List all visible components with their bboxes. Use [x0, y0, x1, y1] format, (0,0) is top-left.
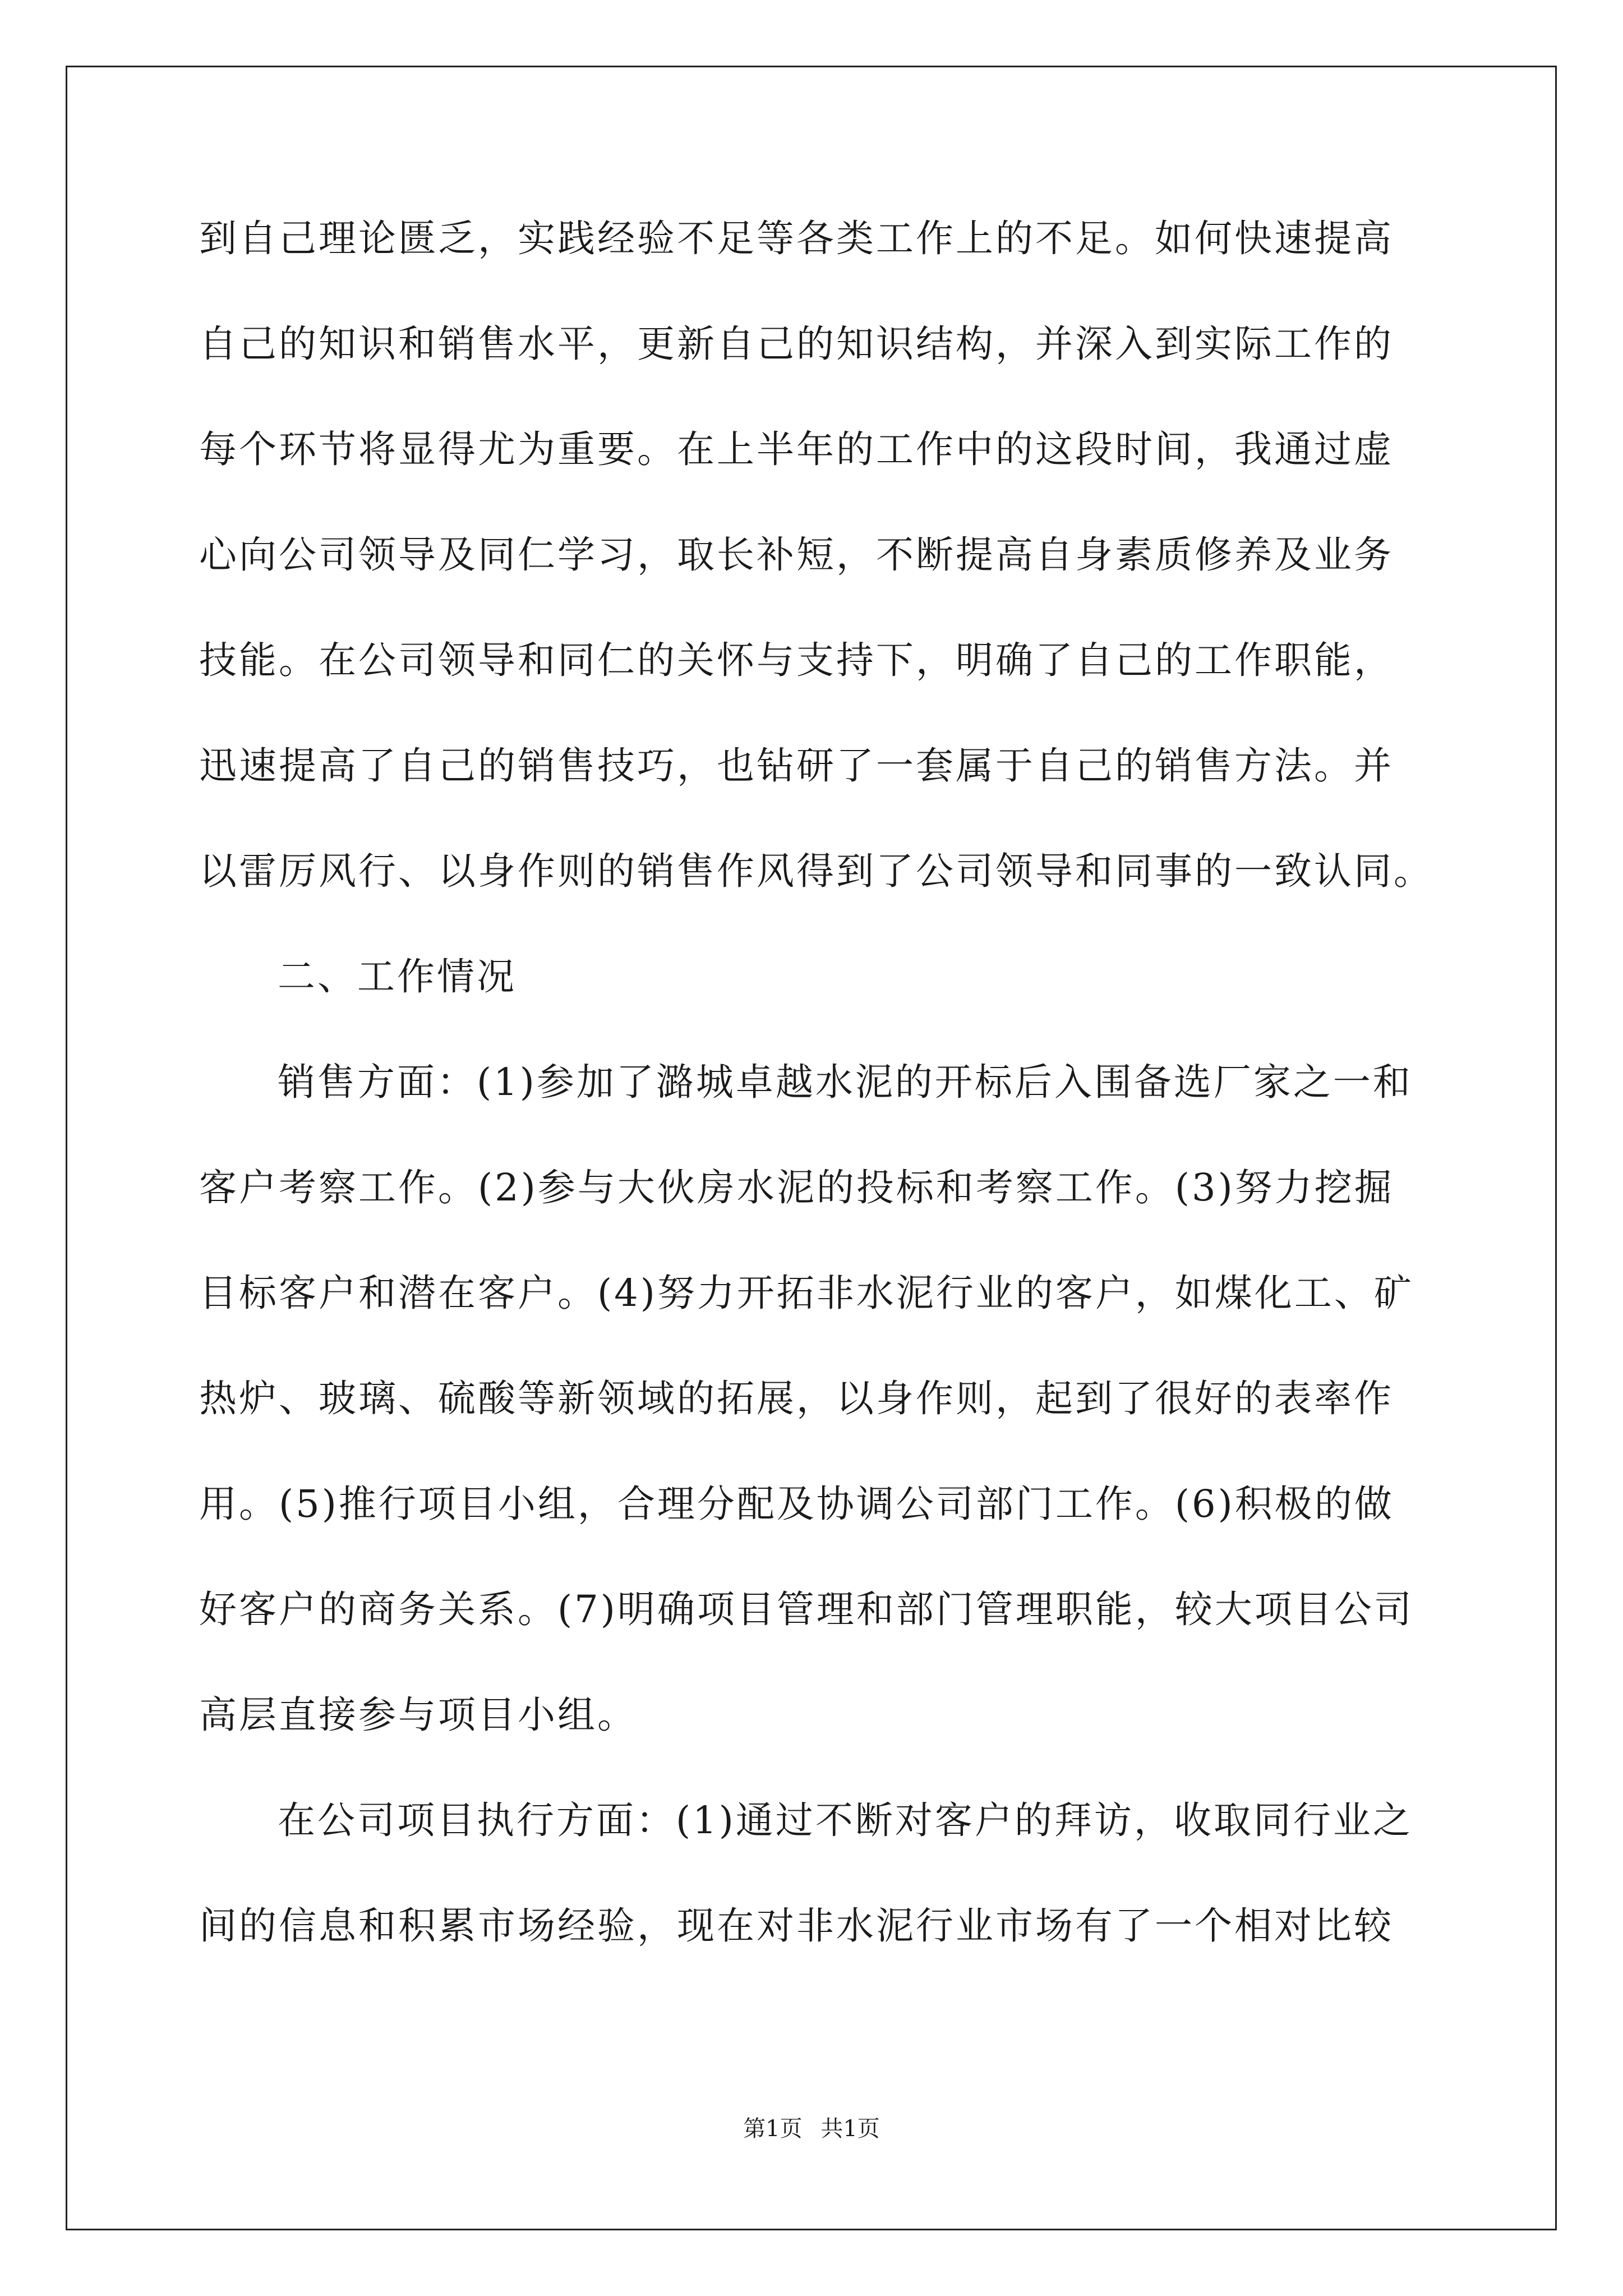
section-heading: 二、工作情况 [278, 955, 517, 999]
page-number: 第1页 [743, 2116, 803, 2142]
text-line: 客户考察工作。(2)参与大伙房水泥的投标和考察工作。(3)努力挖掘 [199, 1166, 1394, 1209]
text-line: 好客户的商务关系。(7)明确项目管理和部门管理职能，较大项目公司 [199, 1588, 1414, 1631]
page-total: 共1页 [820, 2116, 880, 2142]
text-line: 在公司项目执行方面：(1)通过不断对客户的拜访，收取同行业之 [278, 1798, 1413, 1842]
text-line: 间的信息和积累市场经验，现在对非水泥行业市场有了一个相对比较 [199, 1904, 1394, 1948]
text-line: 自己的知识和销售水平，更新自己的知识结构，并深入到实际工作的 [199, 322, 1394, 366]
text-line: 热炉、玻璃、硫酸等新领域的拓展，以身作则，起到了很好的表率作 [199, 1377, 1394, 1420]
text-line: 心向公司领导及同仁学习，取长补短，不断提高自身素质修养及业务 [199, 533, 1394, 577]
text-line: 以雷厉风行、以身作则的销售作风得到了公司领导和同事的一致认同。 [199, 849, 1433, 893]
text-line: 用。(5)推行项目小组，合理分配及协调公司部门工作。(6)积极的做 [199, 1482, 1394, 1526]
text-line: 高层直接参与项目小组。 [199, 1693, 637, 1737]
text-line: 技能。在公司领导和同仁的关怀与支持下，明确了自己的工作职能， [199, 638, 1394, 682]
text-line: 目标客户和潜在客户。(4)努力开拓非水泥行业的客户，如煤化工、矿 [199, 1271, 1414, 1315]
page-footer [0, 2115, 1623, 2143]
text-line: 迅速提高了自己的销售技巧，也钻研了一套属于自己的销售方法。并 [199, 744, 1394, 788]
text-line: 销售方面：(1)参加了潞城卓越水泥的开标后入围备选厂家之一和 [278, 1060, 1413, 1104]
text-line: 到自己理论匮乏，实践经验不足等各类工作上的不足。如何快速提高 [199, 217, 1394, 260]
text-line: 每个环节将显得尤为重要。在上半年的工作中的这段时间，我通过虚 [199, 427, 1394, 471]
